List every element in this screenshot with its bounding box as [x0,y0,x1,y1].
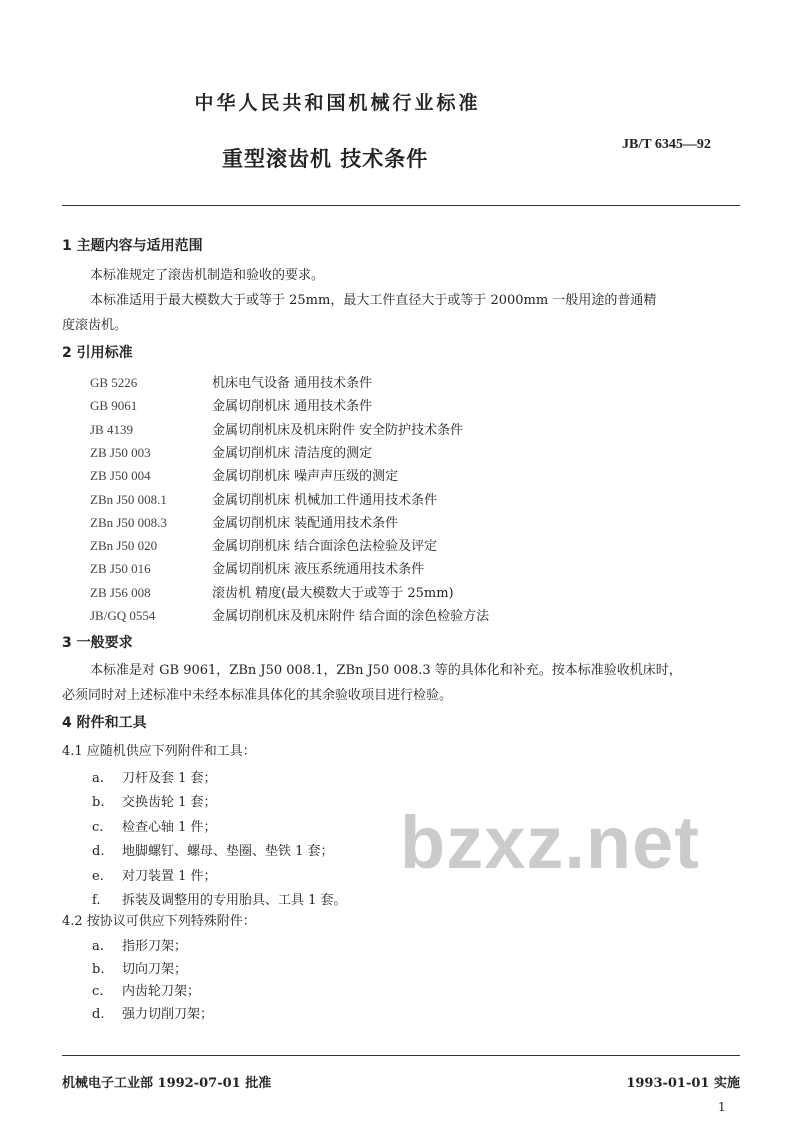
section-1-heading: 1 主题内容与适用范围 [62,238,203,254]
item-text: 强力切削刀架； [122,1006,214,1022]
item-text: 地脚螺钉、螺母、垫圈、垫铁 1 套； [122,844,334,860]
reference-item [90,512,398,531]
reference-title: 金属切削机床及机床附件 结合面的涂色检验方法 [212,609,490,624]
item-text: 刀杆及套 1 套； [122,771,217,786]
page-number: 1 [718,1100,726,1114]
document-title: 重型滚齿机 技术条件 [222,147,429,171]
list-item [92,980,200,999]
reference-title: 金属切削机床 液压系统通用技术条件 [212,562,425,578]
reference-code: ZBn J50 008.1 [90,491,167,507]
reference-title: 金属切削机床 机械加工件通用技术条件 [212,492,438,508]
section-3-paragraph: 本标准是对 GB 9061，ZBn J50 008.1，ZBn J50 008.3 等的具体化和补充。按本标准验收机床时， [90,663,682,678]
item-marker: c. [92,984,104,999]
reference-item [90,372,372,391]
reference-item [90,465,398,484]
reference-code: ZB J50 003 [90,444,151,460]
reference-item [90,605,489,624]
section-1-paragraph: 本标准规定了滚齿机制造和验收的要求。 [90,268,325,283]
reference-code: ZB J50 004 [90,468,151,484]
reference-item [90,419,463,438]
section-2-heading: 2 引用标准 [62,345,133,361]
reference-item [90,395,372,414]
reference-code: JB 4139 [90,421,133,437]
item-marker: c. [92,819,104,835]
reference-title: 金属切削机床及机床附件 安全防护技术条件 [212,422,464,438]
reference-title: 机床电气设备 通用技术条件 [212,376,373,391]
item-marker: b. [92,795,105,811]
approval-note: 机械电子工业部 1992-07-01 批准 [62,1076,272,1091]
item-marker: a. [92,771,104,786]
list-item [92,958,187,977]
list-item [92,767,217,786]
reference-title: 金属切削机床 通用技术条件 [212,399,373,415]
item-text: 切向刀架； [122,961,188,977]
section-3-paragraph: 必须同时对上述标准中未经本标准具体化的其余验收项目进行检验。 [62,688,453,703]
list-item [92,889,347,908]
watermark: bzxz.net [400,801,700,884]
footer-divider [62,1055,740,1056]
item-marker: b. [92,961,105,977]
list-item [92,840,334,859]
item-text: 拆装及调整用的专用胎具、工具 1 套。 [122,893,347,908]
item-text: 内齿轮刀架； [122,984,201,999]
reference-title: 金属切削机床 结合面涂色法检验及评定 [212,539,438,555]
item-text: 指形刀架； [122,939,188,954]
section-4-1-heading: 4.1 应随机供应下列附件和工具： [62,744,256,759]
reference-item [90,489,437,508]
section-1-paragraph: 度滚齿机。 [62,318,128,333]
reference-code: ZB J50 016 [90,561,151,577]
section-3-heading: 3 一般要求 [62,635,133,651]
list-item [92,1003,213,1022]
section-1-paragraph: 本标准适用于最大模数大于或等于 25mm，最大工件直径大于或等于 2000mm 一般用途的普通精 [90,293,657,308]
item-marker: d. [92,1006,105,1022]
reference-item [90,442,372,461]
section-4-2-heading: 4.2 按协议可供应下列特殊附件： [62,914,256,929]
list-item [92,865,217,884]
item-marker: f. [92,893,101,908]
reference-code: JB/GQ 0554 [90,608,156,623]
implementation-date: 1993-01-01 实施 [626,1076,740,1091]
item-text: 对刀装置 1 件； [122,868,217,884]
reference-title: 金属切削机床 清洁度的测定 [212,445,373,461]
reference-title: 金属切削机床 装配通用技术条件 [212,515,399,531]
reference-item [90,558,424,577]
item-marker: d. [92,844,105,860]
list-item [92,935,187,954]
item-text: 交换齿轮 1 套； [122,795,217,811]
list-item [92,816,217,835]
reference-code: GB 9061 [90,398,138,414]
reference-item [90,535,437,554]
reference-code: ZBn J50 008.3 [90,514,167,530]
issuing-organization-title: 中华人民共和国机械行业标准 [194,92,481,114]
reference-title: 滚齿机 精度(最大模数大于或等于 25mm) [212,585,454,601]
reference-code: GB 5226 [90,375,138,390]
list-item [92,791,217,810]
reference-item [90,582,454,601]
header-divider [62,205,740,206]
reference-title: 金属切削机床 噪声声压级的测定 [212,469,399,485]
document-code: JB/T 6345—92 [622,137,711,152]
item-text: 检查心轴 1 件； [122,819,217,835]
section-4-heading: 4 附件和工具 [62,715,147,731]
reference-code: ZB J56 008 [90,584,151,600]
item-marker: a. [92,939,104,954]
item-marker: e. [92,868,104,884]
reference-code: ZBn J50 020 [90,538,158,554]
